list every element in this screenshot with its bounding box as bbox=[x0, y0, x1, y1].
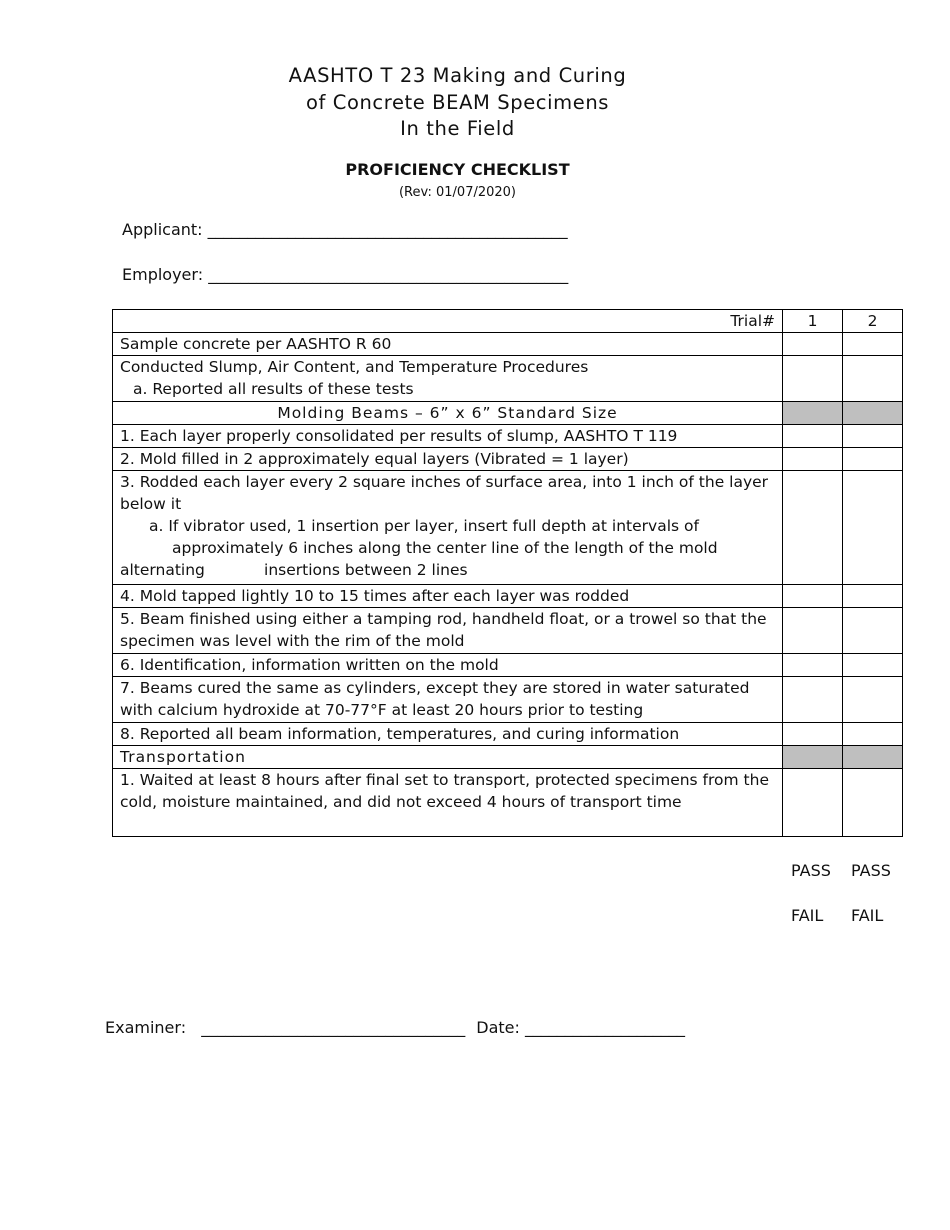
shaded-cell bbox=[843, 402, 903, 425]
employer-label: Employer: bbox=[122, 265, 204, 284]
step-4-tapped: 4. Mold tapped lightly 10 to 15 times after each layer was rodded bbox=[113, 585, 783, 608]
trial-2-cell[interactable] bbox=[843, 471, 903, 585]
step-transport-1: 1. Waited at least 8 hours after final set to transport, protected specimens from the cold, moisture maintained, and did not exceed 4 hours of transport time bbox=[113, 769, 783, 837]
step-3-rodded bbox=[113, 471, 783, 585]
trial-1-cell[interactable] bbox=[783, 471, 843, 585]
fail-trial-1[interactable]: FAIL bbox=[791, 906, 824, 925]
table-row bbox=[113, 585, 903, 608]
step-subitem-continued: alternating insertions between 2 lines bbox=[120, 561, 468, 579]
employer-line[interactable]: _____________________________________________ bbox=[208, 265, 569, 284]
trial-2-cell[interactable] bbox=[843, 654, 903, 677]
trial-2-header: 2 bbox=[843, 310, 903, 333]
title-line-3: In the Field bbox=[400, 117, 515, 140]
step-text: Conducted Slump, Air Content, and Temperature Procedures bbox=[120, 358, 589, 376]
applicant-label: Applicant: bbox=[122, 220, 203, 239]
shaded-cell bbox=[783, 402, 843, 425]
section-header-row bbox=[113, 402, 903, 425]
trial-2-cell[interactable] bbox=[843, 723, 903, 746]
step-5-finished: 5. Beam finished using either a tamping rod, handheld float, or a trowel so that the specimen was level with the rim of the mold bbox=[113, 608, 783, 654]
trial-1-cell[interactable] bbox=[783, 654, 843, 677]
trial-1-cell[interactable] bbox=[783, 769, 843, 837]
applicant-line[interactable]: _____________________________________________ bbox=[207, 220, 568, 239]
examiner-line[interactable]: _________________________________ bbox=[201, 1018, 466, 1037]
trial-1-header: 1 bbox=[783, 310, 843, 333]
date-line[interactable]: ____________________ bbox=[525, 1018, 686, 1037]
applicant-field[interactable] bbox=[122, 220, 568, 239]
document-title bbox=[0, 63, 915, 143]
trial-1-cell[interactable] bbox=[783, 425, 843, 448]
trial-2-cell[interactable] bbox=[843, 585, 903, 608]
step-sample-concrete: Sample concrete per AASHTO R 60 bbox=[113, 333, 783, 356]
date-label: Date: bbox=[476, 1018, 520, 1037]
trial-2-cell[interactable] bbox=[843, 769, 903, 837]
title-line-1: AASHTO T 23 Making and Curing bbox=[288, 64, 627, 87]
shaded-cell bbox=[843, 746, 903, 769]
trial-2-cell[interactable] bbox=[843, 356, 903, 402]
trial-header-row bbox=[113, 310, 903, 333]
examiner-label: Examiner: bbox=[105, 1018, 187, 1037]
trial-2-cell[interactable] bbox=[843, 677, 903, 723]
step-2-mold-filled: 2. Mold filled in 2 approximately equal layers (Vibrated = 1 layer) bbox=[113, 448, 783, 471]
step-conducted-tests bbox=[113, 356, 783, 402]
trial-1-cell[interactable] bbox=[783, 608, 843, 654]
step-6-identification: 6. Identification, information written on the mold bbox=[113, 654, 783, 677]
trial-2-cell[interactable] bbox=[843, 333, 903, 356]
trial-1-cell[interactable] bbox=[783, 448, 843, 471]
table-row bbox=[113, 471, 903, 585]
shaded-cell bbox=[783, 746, 843, 769]
table-row bbox=[113, 333, 903, 356]
pass-trial-2[interactable]: PASS bbox=[851, 861, 891, 880]
trial-1-cell[interactable] bbox=[783, 333, 843, 356]
step-text: 3. Rodded each layer every 2 square inches of surface area, into 1 inch of the layer below it bbox=[120, 473, 769, 513]
section-transportation: Transportation bbox=[113, 746, 783, 769]
examiner-signature-row bbox=[105, 1018, 685, 1037]
step-subitem-continued: approximately 6 inches along the center line of the length of the mold bbox=[172, 539, 718, 557]
step-1-consolidated: 1. Each layer properly consolidated per results of slump, AASHTO T 119 bbox=[113, 425, 783, 448]
trial-2-cell[interactable] bbox=[843, 608, 903, 654]
trial-1-cell[interactable] bbox=[783, 585, 843, 608]
table-row bbox=[113, 654, 903, 677]
table-row bbox=[113, 723, 903, 746]
table-row bbox=[113, 677, 903, 723]
trial-1-cell[interactable] bbox=[783, 677, 843, 723]
table-row bbox=[113, 425, 903, 448]
trial-2-cell[interactable] bbox=[843, 425, 903, 448]
table-row bbox=[113, 608, 903, 654]
section-header-row bbox=[113, 746, 903, 769]
step-8-reported: 8. Reported all beam information, temperatures, and curing information bbox=[113, 723, 783, 746]
step-subitem: a. Reported all results of these tests bbox=[133, 380, 414, 398]
fail-trial-2[interactable]: FAIL bbox=[851, 906, 884, 925]
step-7-cured: 7. Beams cured the same as cylinders, except they are stored in water saturated with calcium hydroxide at 70-77°F at least 20 hours prior to testing bbox=[113, 677, 783, 723]
table-row bbox=[113, 356, 903, 402]
revision-date: (Rev: 01/07/2020) bbox=[398, 185, 516, 200]
table-row bbox=[113, 769, 903, 837]
section-molding-beams: Molding Beams – 6” x 6” Standard Size bbox=[113, 402, 783, 425]
proficiency-table bbox=[112, 309, 903, 837]
step-subitem: a. If vibrator used, 1 insertion per layer, insert full depth at intervals of bbox=[149, 517, 699, 535]
trial-2-cell[interactable] bbox=[843, 448, 903, 471]
checklist-heading: PROFICIENCY CHECKLIST bbox=[345, 160, 570, 179]
employer-field[interactable] bbox=[122, 265, 568, 284]
trial-label: Trial# bbox=[113, 310, 783, 333]
title-line-2: of Concrete BEAM Specimens bbox=[305, 90, 610, 114]
table-row bbox=[113, 448, 903, 471]
trial-1-cell[interactable] bbox=[783, 356, 843, 402]
pass-trial-1[interactable]: PASS bbox=[791, 861, 831, 880]
trial-1-cell[interactable] bbox=[783, 723, 843, 746]
